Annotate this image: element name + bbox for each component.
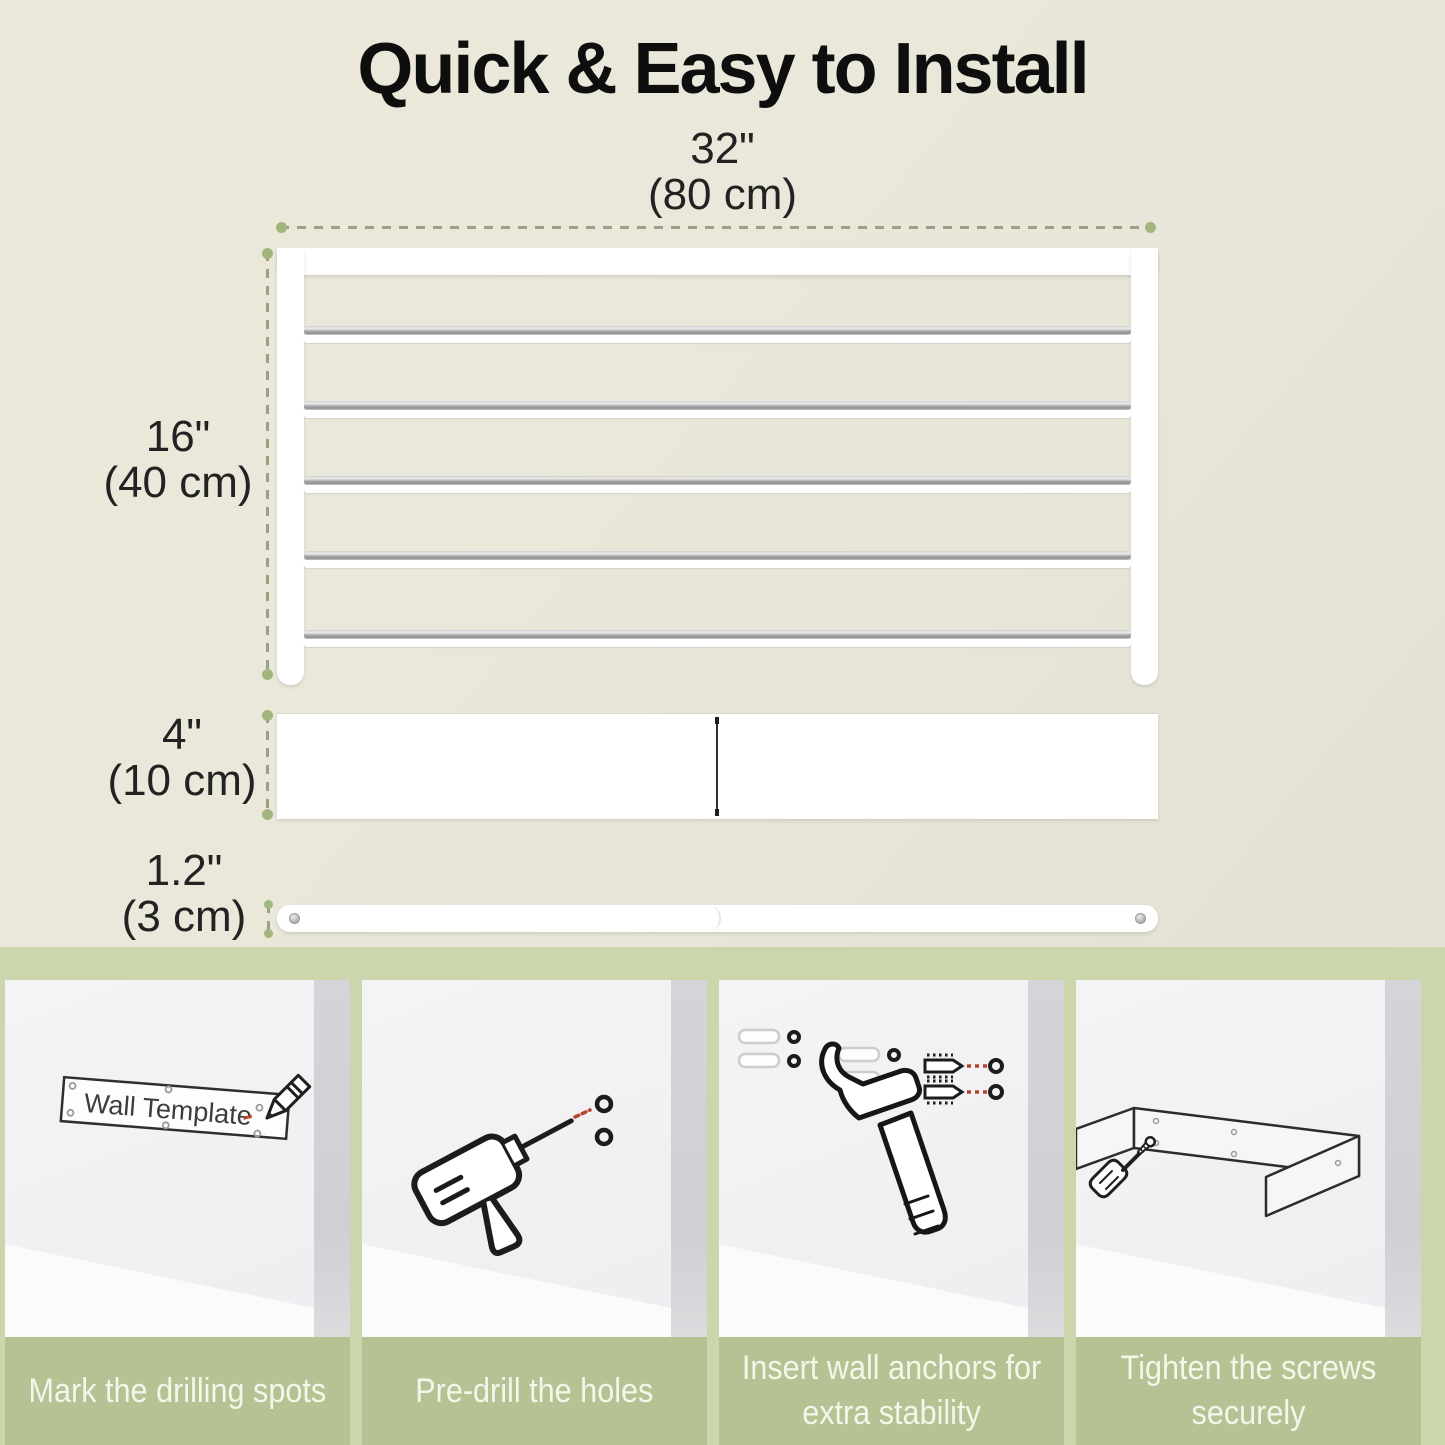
dimension-thickness-label [94, 848, 274, 940]
rack-side-rail-left [277, 248, 304, 685]
step-card-mark-spots [5, 980, 350, 1445]
wall-anchor-icons [739, 1030, 879, 1085]
thickness-measure-line [267, 904, 270, 934]
rack-bar [304, 630, 1131, 639]
screw-hole-icon [1135, 913, 1146, 924]
panel-seam [716, 720, 718, 813]
rack-bar [304, 326, 1131, 335]
anchor-screw-icons [925, 1055, 1002, 1103]
step-image-wall [719, 980, 1064, 1337]
step-caption-text: Insert wall anchors for extra stability [741, 1349, 1042, 1432]
screw-hole-icon [289, 913, 300, 924]
step-caption-text: Mark the drilling spots [28, 1371, 327, 1410]
step-image-wall [362, 980, 707, 1337]
step-card-tighten [1076, 980, 1421, 1445]
height-measure-line [266, 252, 269, 676]
dimension-height-inches: 16" [145, 412, 211, 461]
step-caption [719, 1337, 1064, 1445]
step-card-anchors [719, 980, 1064, 1445]
wall-bar-seam [705, 906, 721, 931]
dimension-thickness-inches: 1.2" [145, 846, 223, 895]
step-caption-text: Pre-drill the holes [415, 1371, 654, 1410]
wall-template-label: Wall Template [83, 1087, 253, 1131]
dimension-height-label [88, 414, 268, 506]
rack-top-bar [277, 248, 1158, 275]
width-measure-line [280, 226, 1152, 229]
step-caption [1076, 1337, 1421, 1445]
wall-bar-diagram [277, 905, 1158, 932]
rack-bar [304, 476, 1131, 485]
step-image-wall [1076, 980, 1421, 1337]
step-caption [5, 1337, 350, 1445]
step-image-wall [5, 980, 350, 1337]
dimension-height-cm: (40 cm) [103, 457, 253, 507]
rack-side-rail-right [1131, 248, 1158, 685]
dimension-depth-inches: 4" [161, 710, 203, 759]
dimension-thickness-cm: (3 cm) [121, 891, 247, 941]
installation-steps-section [0, 947, 1445, 1445]
step-caption-text: Tighten the screws securely [1120, 1349, 1377, 1432]
drill-icon [409, 1097, 611, 1275]
rack-bar [304, 551, 1131, 560]
step-caption [362, 1337, 707, 1445]
dimension-depth-label [92, 712, 272, 804]
dimension-width-label [0, 126, 1445, 218]
dimension-width-inches: 32" [690, 124, 755, 173]
rack-bar [304, 401, 1131, 410]
dimension-depth-cm: (10 cm) [107, 755, 257, 805]
step-card-predrill [362, 980, 707, 1445]
side-panel-diagram [277, 713, 1158, 819]
page-title: Quick & Easy to Install [357, 29, 1088, 109]
dimension-width-cm: (80 cm) [647, 169, 798, 219]
depth-measure-line [266, 714, 269, 816]
wall-template-art [61, 1077, 290, 1139]
